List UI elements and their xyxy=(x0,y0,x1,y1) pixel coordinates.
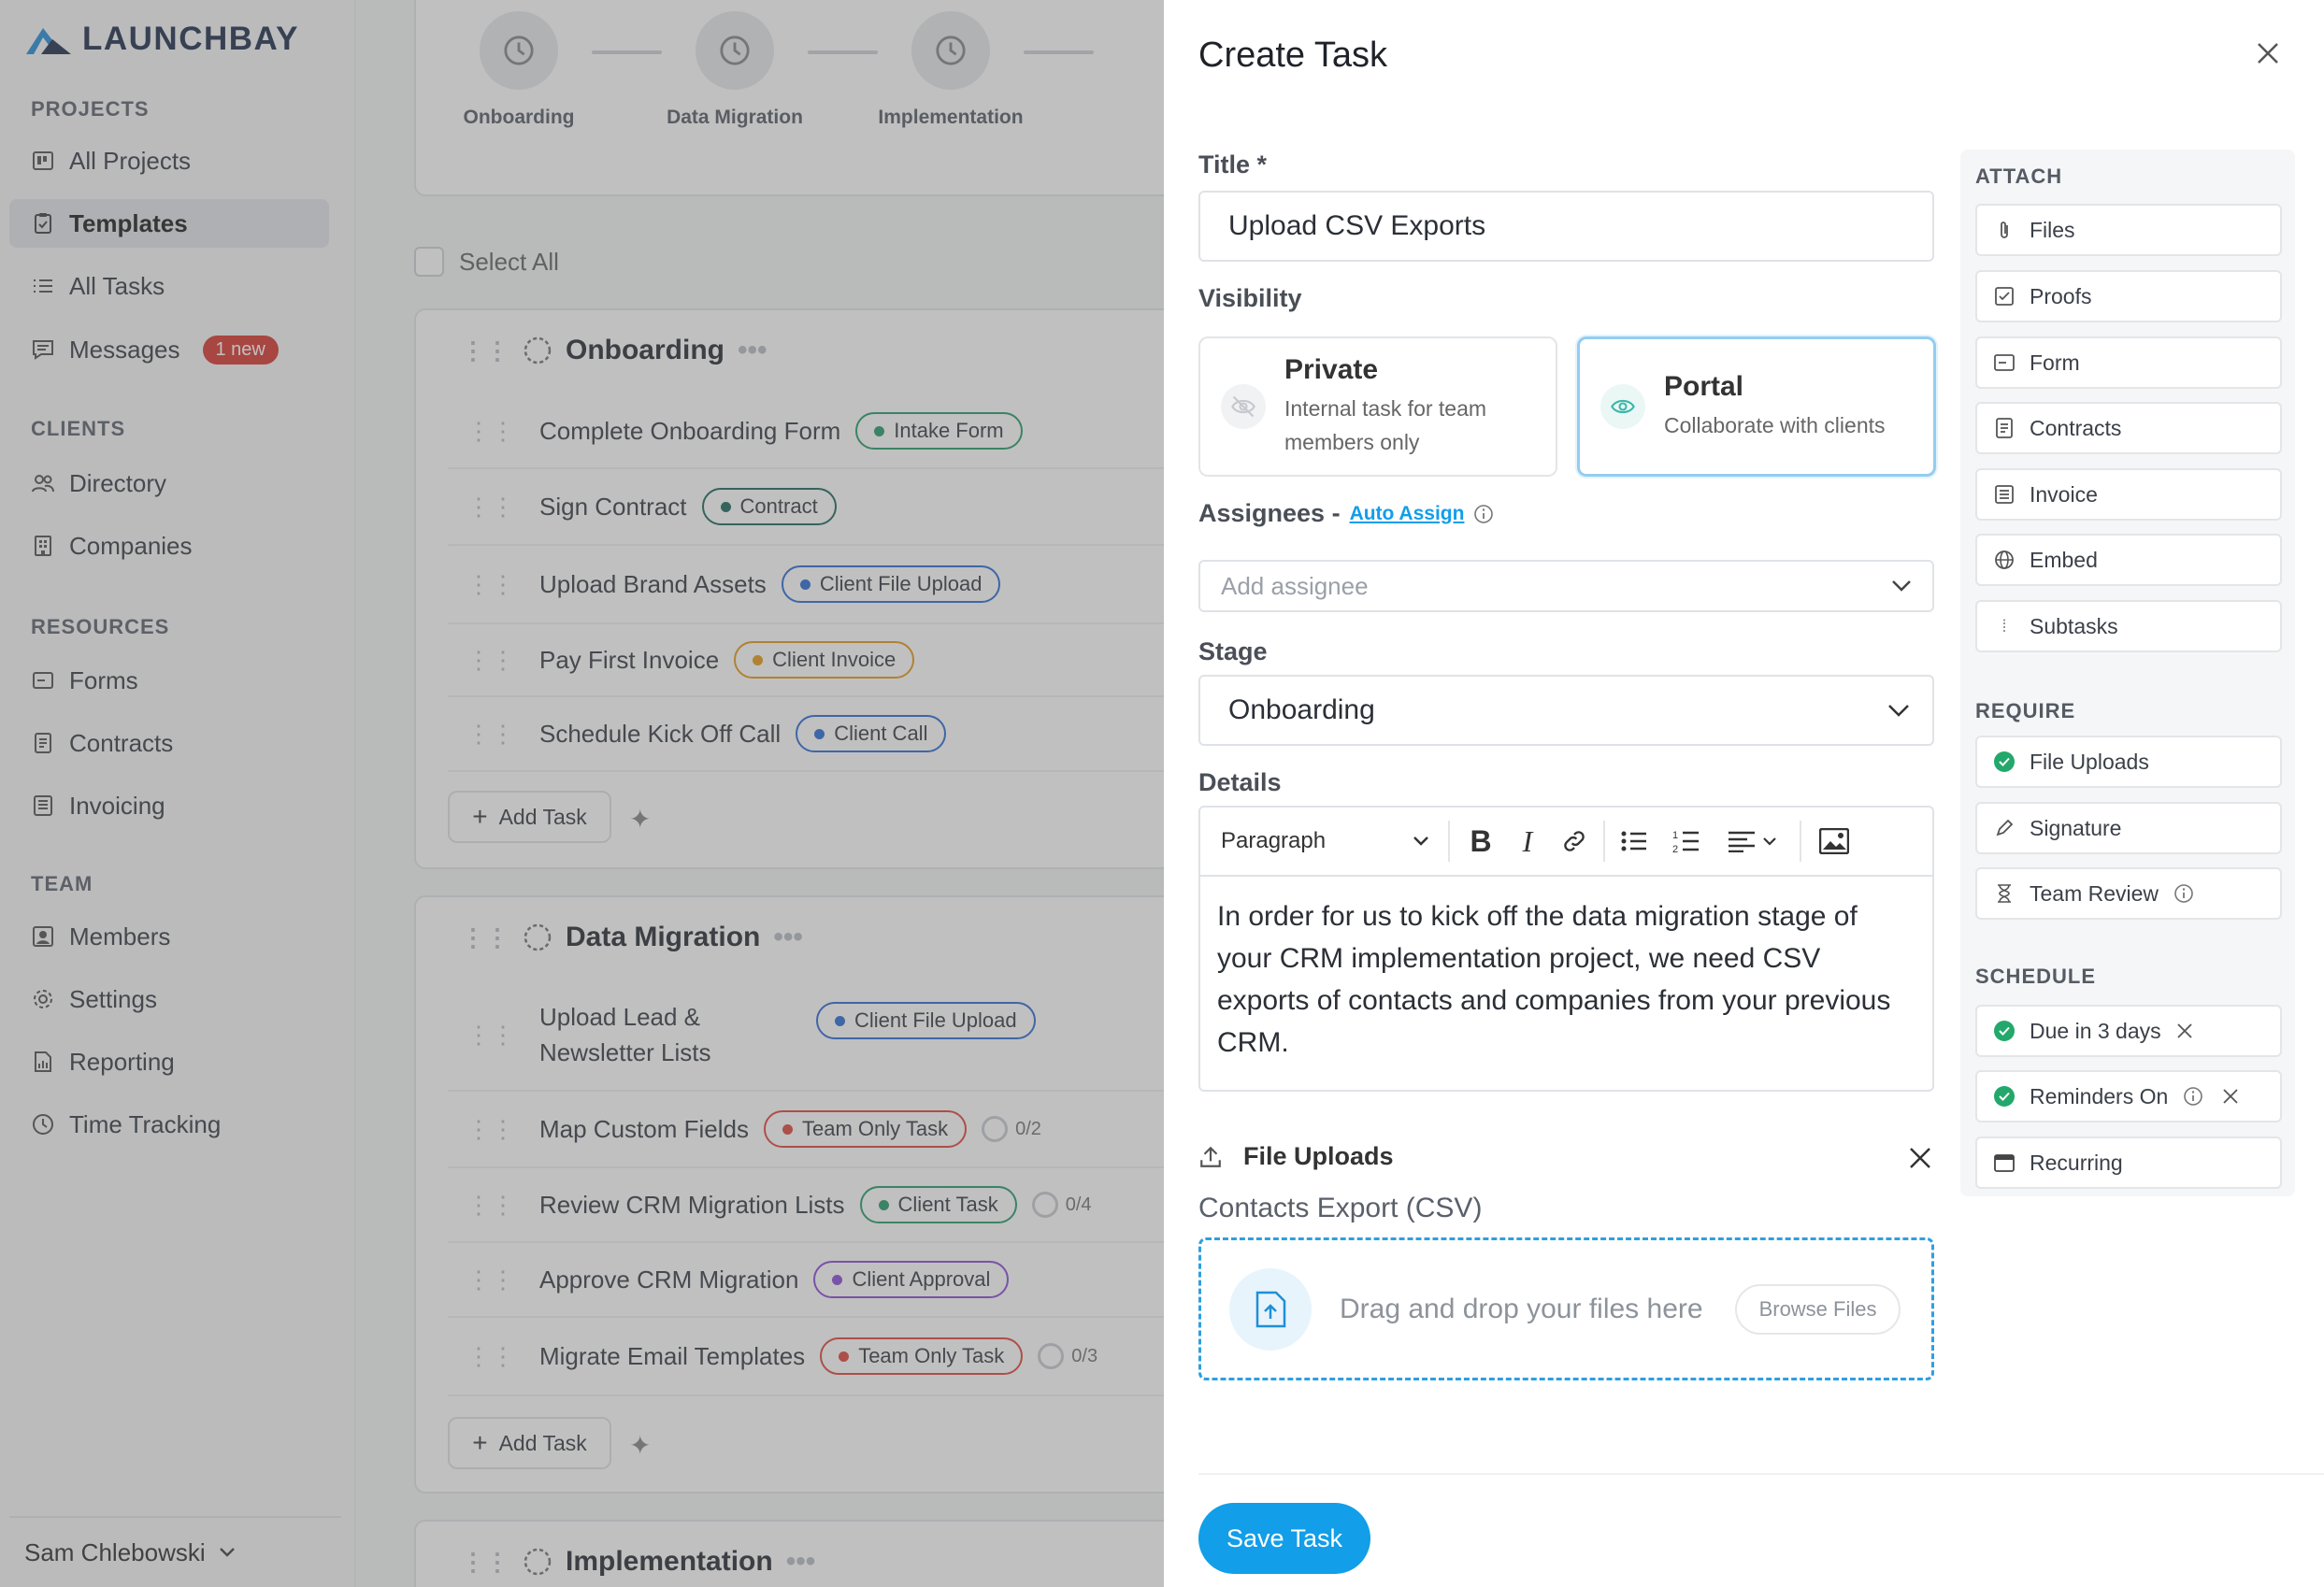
tag-label: Client Call xyxy=(834,722,928,745)
svg-text:1: 1 xyxy=(1672,830,1679,841)
calendar-icon xyxy=(1994,1152,2015,1173)
invoice-icon xyxy=(1994,484,2015,505)
sparkle-icon[interactable]: ✦ xyxy=(629,1431,652,1460)
numbered-list-icon[interactable] xyxy=(1663,818,1710,865)
sidebar-item-label: Time Tracking xyxy=(69,1109,222,1138)
paperclip-icon xyxy=(1994,220,2015,240)
proof-check-icon xyxy=(1994,286,2015,307)
details-editor[interactable]: In order for us to kick off the data migration stage of your CRM implementation project, we need CSV exports of contacts and companies from your previous CRM. xyxy=(1198,875,1934,1092)
remove-close-icon[interactable] xyxy=(2176,1022,2193,1039)
clients-header: CLIENTS xyxy=(31,417,126,440)
attach-files-button[interactable] xyxy=(1975,204,2282,256)
schedule-label: Recurring xyxy=(2030,1150,2123,1175)
brand-name: LAUNCHBAY xyxy=(82,21,299,57)
more-icon[interactable]: ••• xyxy=(773,922,803,952)
tag-label: Client Approval xyxy=(852,1267,991,1291)
sidebar-item-label: Messages xyxy=(69,335,180,364)
chevron-down-icon xyxy=(1413,836,1429,847)
drag-handle-icon[interactable]: ⋮⋮ xyxy=(466,645,515,674)
user-name: Sam Chlebowski xyxy=(24,1537,206,1566)
plus-icon: + xyxy=(472,1428,488,1457)
check-circle-icon xyxy=(1994,751,2015,772)
toolbar-divider xyxy=(1603,821,1605,862)
sidebar-item-label: Settings xyxy=(69,984,157,1013)
plus-icon: + xyxy=(472,802,488,831)
sidebar-item-label: Invoicing xyxy=(69,791,165,820)
attach-contracts-button[interactable] xyxy=(1975,402,2282,454)
tag-label: Team Only Task xyxy=(858,1344,1005,1367)
tag-label: Client Invoice xyxy=(772,648,897,671)
require-signature-button[interactable] xyxy=(1975,802,2282,854)
toolbar-divider xyxy=(1800,821,1801,862)
stage-label: Implementation xyxy=(878,107,1024,128)
portal-desc: Collaborate with clients xyxy=(1664,413,1886,437)
drop-text: Drag and drop your files here xyxy=(1340,1293,1703,1324)
globe-icon xyxy=(1994,550,2015,570)
more-icon[interactable]: ••• xyxy=(785,1546,816,1577)
assignee-select[interactable] xyxy=(1198,560,1934,612)
details-label: Details xyxy=(1198,768,1282,796)
visibility-label: Visibility xyxy=(1198,284,1302,312)
sidebar-item-label: Reporting xyxy=(69,1047,175,1076)
chevron-down-icon xyxy=(1887,704,1910,717)
drag-handle-icon[interactable]: ⋮⋮ xyxy=(466,1114,515,1143)
upload-icon xyxy=(1198,1145,1223,1169)
title-label: Title * xyxy=(1198,150,1268,179)
drag-handle-icon[interactable]: ⋮⋮ xyxy=(466,416,515,445)
attach-invoice-button[interactable] xyxy=(1975,468,2282,521)
sidebar-item-label: Companies xyxy=(69,531,193,560)
stage-label: Data Migration xyxy=(667,107,803,128)
require-file-uploads-button[interactable] xyxy=(1975,736,2282,788)
assignees-label: Assignees - xyxy=(1198,499,1341,527)
drag-handle-icon[interactable]: ⋮⋮ xyxy=(466,569,515,598)
title-input[interactable]: Upload CSV Exports xyxy=(1198,191,1934,262)
attach-form-button[interactable] xyxy=(1975,336,2282,389)
drag-handle-icon[interactable]: ⋮⋮ xyxy=(466,1190,515,1219)
svg-text:2: 2 xyxy=(1672,844,1679,854)
private-title: Private xyxy=(1284,354,1379,385)
create-task-panel xyxy=(1164,0,2324,1587)
info-icon[interactable] xyxy=(2183,1086,2203,1107)
chevron-down-icon xyxy=(1891,579,1912,593)
attach-subtasks-button[interactable] xyxy=(1975,600,2282,652)
drag-handle-icon[interactable]: ⋮⋮ xyxy=(466,1341,515,1370)
subtask-count: 0/3 xyxy=(1071,1345,1098,1366)
task-name: Upload Lead & Newsletter Lists xyxy=(539,1003,711,1066)
pen-icon xyxy=(1994,818,2015,838)
stage-value: Onboarding xyxy=(1228,694,1375,725)
drag-handle-icon[interactable]: ⋮⋮ xyxy=(466,719,515,748)
sidebar-item-label: Members xyxy=(69,922,171,951)
upload-field-label: Contacts Export (CSV) xyxy=(1198,1193,1483,1223)
check-circle-icon xyxy=(1994,1086,2015,1107)
paragraph-value: Paragraph xyxy=(1221,828,1327,853)
sidebar-item-label: Contracts xyxy=(69,728,174,757)
schedule-label: Reminders On xyxy=(2030,1083,2169,1108)
check-circle-icon xyxy=(1994,1021,2015,1041)
toolbar-divider xyxy=(1448,821,1450,862)
close-icon[interactable] xyxy=(2254,39,2282,67)
projects-header: PROJECTS xyxy=(31,97,150,121)
sidebar-item-label: Templates xyxy=(69,208,188,237)
sidebar-item-label: All Tasks xyxy=(69,271,165,300)
subtask-count: 0/2 xyxy=(1015,1118,1041,1139)
editor-toolbar xyxy=(1198,806,1934,875)
attach-header: ATTACH xyxy=(1975,164,2063,188)
task-name: Map Custom Fields xyxy=(539,1114,749,1143)
remove-requirement-close-icon[interactable] xyxy=(1908,1146,1932,1170)
attach-label: Files xyxy=(2030,217,2075,242)
align-left-icon xyxy=(1729,830,1755,852)
file-uploads-title: File Uploads xyxy=(1243,1142,1394,1170)
bold-icon[interactable]: B xyxy=(1470,823,1492,858)
private-desc-line-2: members only xyxy=(1284,430,1420,454)
schedule-reminders-button[interactable] xyxy=(1975,1070,2282,1122)
resources-header: RESOURCES xyxy=(31,615,170,638)
stage-label: Onboarding xyxy=(463,107,575,128)
tag-label: Client File Upload xyxy=(854,1008,1017,1032)
private-desc xyxy=(1284,392,1486,459)
schedule-header: SCHEDULE xyxy=(1975,965,2097,988)
drag-handle-icon[interactable]: ⋮⋮ xyxy=(466,492,515,521)
subtasks-icon: ⁞ xyxy=(2001,616,2007,636)
panel-title: Create Task xyxy=(1198,36,1388,75)
chevron-down-icon xyxy=(1762,836,1777,846)
visibility-portal-option[interactable] xyxy=(1577,336,1936,477)
group-title: Data Migration xyxy=(566,922,761,952)
task-name: Complete Onboarding Form xyxy=(539,416,841,445)
tag-label: Contract xyxy=(739,494,818,518)
task-name: Schedule Kick Off Call xyxy=(539,719,782,748)
sidebar-item-label: Forms xyxy=(69,665,138,694)
image-icon[interactable] xyxy=(1811,818,1858,865)
require-team-review-button[interactable] xyxy=(1975,867,2282,920)
select-all-label: Select All xyxy=(459,247,559,276)
attach-label: Form xyxy=(2030,350,2080,375)
link-icon[interactable] xyxy=(1551,818,1598,865)
remove-close-icon[interactable] xyxy=(2222,1088,2239,1105)
task-name: Upload Brand Assets xyxy=(539,569,767,598)
private-desc-line-1: Internal task for team xyxy=(1284,396,1487,421)
paragraph-select[interactable] xyxy=(1200,828,1448,854)
visibility-private-option[interactable] xyxy=(1198,336,1557,477)
new-messages-badge: 1 new xyxy=(203,336,279,365)
footer-divider xyxy=(1198,1473,2324,1475)
tag-label: Client File Upload xyxy=(819,572,983,595)
task-options-column xyxy=(1960,150,2295,1196)
attach-proofs-button[interactable] xyxy=(1975,270,2282,322)
contract-icon xyxy=(1994,418,2015,438)
add-task-label: Add Task xyxy=(498,804,587,829)
group-title: Onboarding xyxy=(566,335,724,365)
task-name: Approve CRM Migration xyxy=(539,1265,799,1294)
eye-off-icon xyxy=(1221,384,1266,429)
attach-label: Invoice xyxy=(2030,481,2098,507)
task-name: Review CRM Migration Lists xyxy=(539,1190,845,1219)
team-header: TEAM xyxy=(31,872,93,895)
align-dropdown[interactable] xyxy=(1715,818,1790,865)
drag-handle-icon[interactable]: ⋮⋮ xyxy=(466,1020,515,1049)
italic-icon[interactable]: I xyxy=(1522,823,1533,858)
stage-select[interactable] xyxy=(1198,675,1934,746)
attach-label: Subtasks xyxy=(2030,613,2118,638)
drag-handle-icon[interactable]: ⋮⋮ xyxy=(461,922,509,951)
bullet-list-icon[interactable] xyxy=(1611,818,1657,865)
hourglass-icon xyxy=(1994,883,2015,904)
subtask-count: 0/4 xyxy=(1065,1194,1092,1215)
drag-handle-icon[interactable]: ⋮⋮ xyxy=(461,336,509,365)
require-header: REQUIRE xyxy=(1975,699,2076,722)
form-icon xyxy=(1994,352,2015,373)
schedule-recurring-button[interactable] xyxy=(1975,1137,2282,1189)
auto-assign-link[interactable]: Auto Assign xyxy=(1349,502,1465,524)
info-icon[interactable] xyxy=(1473,504,1494,524)
drag-handle-icon[interactable]: ⋮⋮ xyxy=(461,1547,509,1576)
task-name: Sign Contract xyxy=(539,492,687,521)
attach-label: Embed xyxy=(2030,547,2098,572)
browse-files-button[interactable]: Browse Files xyxy=(1735,1284,1901,1335)
sidebar-item-label: Directory xyxy=(69,468,167,497)
require-label: Signature xyxy=(2030,815,2122,840)
require-label: File Uploads xyxy=(2030,749,2149,774)
attach-embed-button[interactable] xyxy=(1975,534,2282,586)
schedule-label: Due in 3 days xyxy=(2030,1018,2161,1043)
drag-handle-icon[interactable]: ⋮⋮ xyxy=(466,1265,515,1294)
file-drop-zone[interactable] xyxy=(1198,1237,1934,1380)
stage-label: Stage xyxy=(1198,637,1268,665)
sparkle-icon[interactable]: ✦ xyxy=(629,805,652,834)
task-name: Pay First Invoice xyxy=(539,645,720,674)
group-title: Implementation xyxy=(566,1546,773,1577)
tag-label: Team Only Task xyxy=(801,1117,949,1140)
file-upload-icon xyxy=(1229,1268,1312,1351)
tag-label: Client Task xyxy=(897,1193,998,1216)
portal-title: Portal xyxy=(1664,371,1744,402)
schedule-due-date-button[interactable] xyxy=(1975,1005,2282,1057)
attach-label: Proofs xyxy=(2030,283,2092,308)
sidebar-item-label: All Projects xyxy=(69,146,192,175)
save-task-button[interactable]: Save Task xyxy=(1198,1503,1370,1574)
tag-label: Intake Form xyxy=(894,419,1004,442)
attach-label: Contracts xyxy=(2030,415,2122,440)
info-icon[interactable] xyxy=(2173,883,2194,904)
eye-icon xyxy=(1600,384,1645,429)
require-label: Team Review xyxy=(2030,880,2159,906)
task-name: Migrate Email Templates xyxy=(539,1341,806,1370)
add-task-label: Add Task xyxy=(498,1430,587,1455)
assignee-placeholder: Add assignee xyxy=(1221,571,1369,600)
more-icon[interactable]: ••• xyxy=(737,335,767,365)
